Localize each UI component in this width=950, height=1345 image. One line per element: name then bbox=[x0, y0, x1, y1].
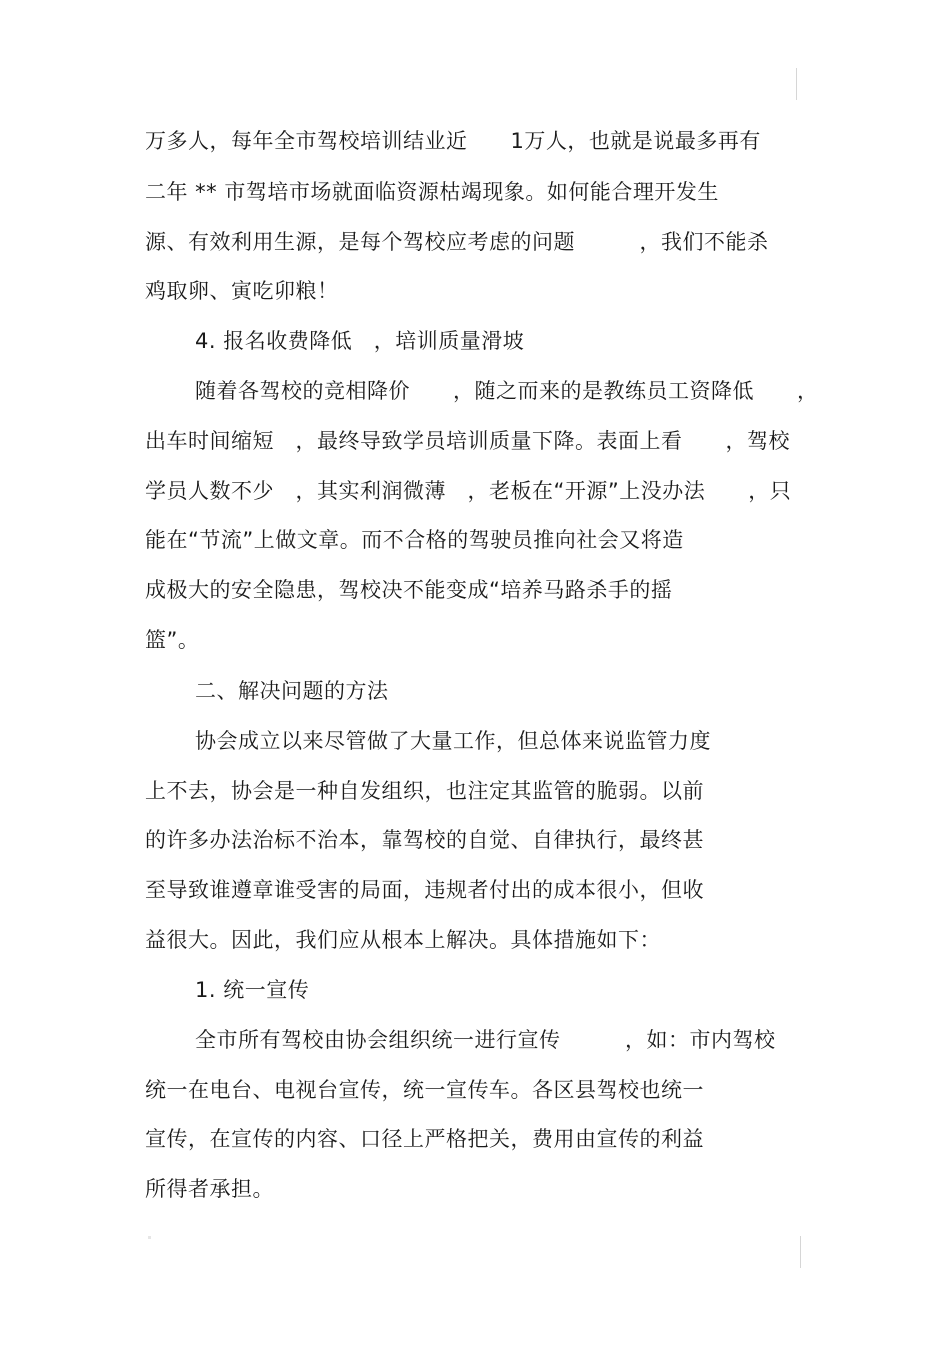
paragraph-line: 二年 ** 市驾培市场就面临资源枯竭现象。如何能合理开发生 bbox=[145, 180, 719, 204]
paragraph-line: 至导致谁遵章谁受害的局面，违规者付出的成本很小，但收 bbox=[145, 878, 704, 902]
page-edge-mark-top bbox=[796, 68, 797, 100]
paragraph-line: 篮”。 bbox=[145, 628, 200, 652]
paragraph-line: 出车时间缩短 ，最终导致学员培训质量下降。表面上看 ，驾校 bbox=[145, 429, 790, 453]
paragraph-line: 成极大的安全隐患，驾校决不能变成“培养马路杀手的摇 bbox=[145, 578, 673, 602]
section-heading: 4. 报名收费降低 ，培训质量滑坡 bbox=[195, 329, 525, 353]
paragraph-line: 所得者承担。 bbox=[145, 1177, 274, 1201]
page-edge-mark-bottom bbox=[800, 1236, 801, 1268]
paragraph-line: 随着各驾校的竞相降价 ，随之而来的是教练员工资降低 ， bbox=[195, 379, 819, 403]
section-heading: 1. 统一宣传 bbox=[195, 978, 310, 1002]
page-corner-dot bbox=[148, 1236, 151, 1239]
paragraph-line: 益很大。因此，我们应从根本上解决。具体措施如下： bbox=[145, 928, 661, 952]
paragraph-line: 的许多办法治标不治本，靠驾校的自觉、自律执行，最终甚 bbox=[145, 828, 704, 852]
section-heading: 二、解决问题的方法 bbox=[195, 679, 389, 703]
paragraph-line: 全市所有驾校由协会组织统一进行宣传 ，如：市内驾校 bbox=[195, 1028, 776, 1052]
paragraph-line: 协会成立以来尽管做了大量工作，但总体来说监管力度 bbox=[195, 729, 711, 753]
paragraph-line: 源、有效利用生源，是每个驾校应考虑的问题 ，我们不能杀 bbox=[145, 230, 769, 254]
paragraph-line: 能在“节流”上做文章。而不合格的驾驶员推向社会又将造 bbox=[145, 528, 684, 552]
paragraph-line: 宣传，在宣传的内容、口径上严格把关，费用由宣传的利益 bbox=[145, 1127, 704, 1151]
paragraph-line: 上不去，协会是一种自发组织，也注定其监管的脆弱。以前 bbox=[145, 779, 704, 803]
paragraph-line: 鸡取卵、寅吃卯粮！ bbox=[145, 279, 339, 303]
paragraph-line: 万多人，每年全市驾校培训结业近 1万人，也就是说最多再有 bbox=[145, 129, 761, 153]
paragraph-line: 统一在电台、电视台宣传，统一宣传车。各区县驾校也统一 bbox=[145, 1078, 704, 1102]
paragraph-line: 学员人数不少 ，其实利润微薄 ，老板在“开源”上没办法 ，只 bbox=[145, 479, 792, 503]
